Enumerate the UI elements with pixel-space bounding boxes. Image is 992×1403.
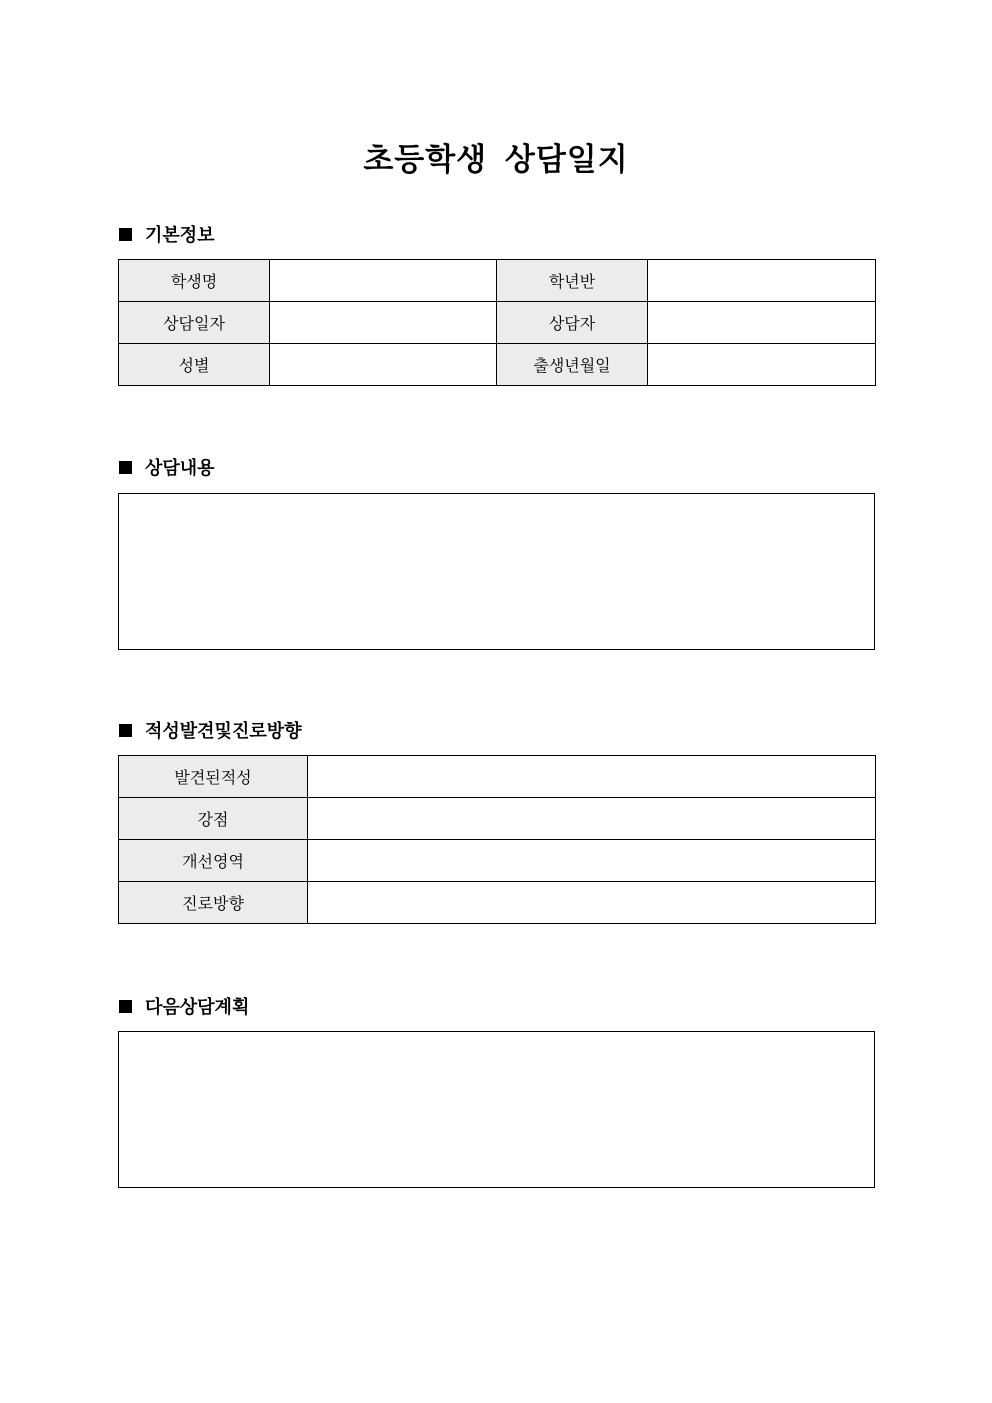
table-row xyxy=(119,840,876,882)
improvement-areas-field[interactable] xyxy=(308,840,876,882)
career-direction-field[interactable] xyxy=(308,882,876,924)
label-counsel-date: 상담일자 xyxy=(119,302,270,344)
discovered-aptitude-field[interactable] xyxy=(308,756,876,798)
birthdate-field[interactable] xyxy=(648,344,876,386)
label-gender: 성별 xyxy=(119,344,270,386)
basic-info-table xyxy=(118,259,876,386)
aptitude-table xyxy=(118,755,876,924)
table-row xyxy=(119,302,876,344)
table-row xyxy=(119,882,876,924)
section-heading-plan-label: 다음상담계획 xyxy=(145,997,250,1018)
section-heading-content xyxy=(119,455,215,479)
section-heading-basic-label: 기본정보 xyxy=(145,225,215,246)
counselor-field[interactable] xyxy=(648,302,876,344)
section-heading-aptitude xyxy=(119,718,302,742)
table-row xyxy=(119,344,876,386)
label-student-name: 학생명 xyxy=(119,260,270,302)
strengths-field[interactable] xyxy=(308,798,876,840)
next-plan-box[interactable] xyxy=(118,1031,875,1188)
counsel-date-field[interactable] xyxy=(270,302,497,344)
label-grade-class: 학년반 xyxy=(497,260,648,302)
label-strengths: 강점 xyxy=(119,798,308,840)
table-row xyxy=(119,798,876,840)
student-name-field[interactable] xyxy=(270,260,497,302)
square-bullet-icon xyxy=(119,1000,132,1013)
label-counselor: 상담자 xyxy=(497,302,648,344)
section-heading-basic xyxy=(119,222,215,246)
gender-field[interactable] xyxy=(270,344,497,386)
label-birthdate: 출생년월일 xyxy=(497,344,648,386)
label-improvement-areas: 개선영역 xyxy=(119,840,308,882)
counsel-content-box[interactable] xyxy=(118,493,875,650)
label-career-direction: 진로방향 xyxy=(119,882,308,924)
grade-class-field[interactable] xyxy=(648,260,876,302)
section-heading-content-label: 상담내용 xyxy=(145,458,215,479)
table-row xyxy=(119,260,876,302)
square-bullet-icon xyxy=(119,228,132,241)
page-title: 초등학생 상담일지 xyxy=(363,142,629,178)
table-row xyxy=(119,756,876,798)
square-bullet-icon xyxy=(119,724,132,737)
square-bullet-icon xyxy=(119,461,132,474)
section-heading-plan xyxy=(119,994,249,1018)
section-heading-aptitude-label: 적성발견및진로방향 xyxy=(145,721,302,742)
label-discovered-aptitude: 발견된적성 xyxy=(119,756,308,798)
